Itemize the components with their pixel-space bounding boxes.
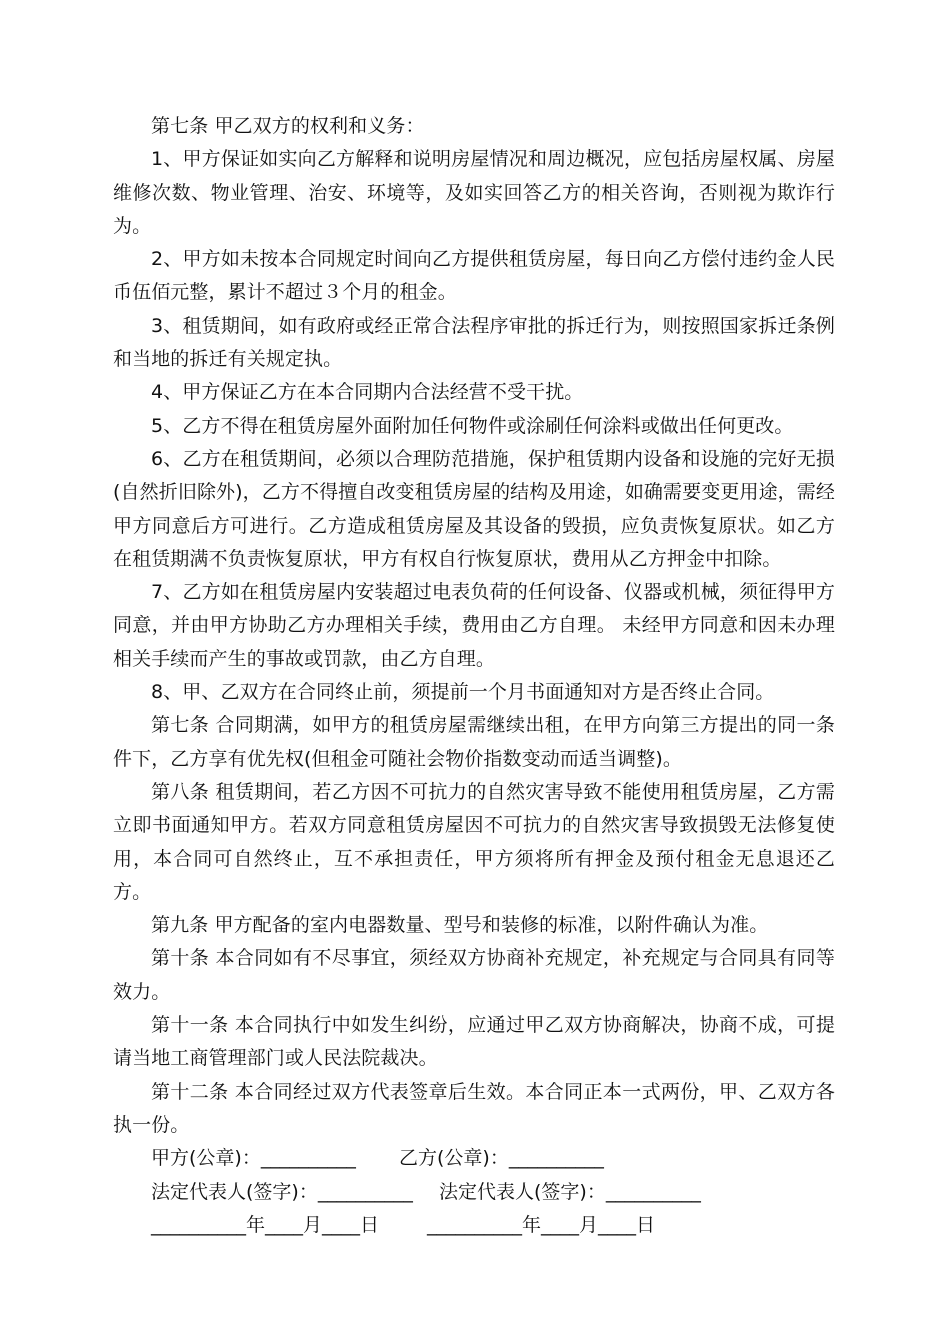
clause-8: 8、甲、乙双方在合同终止前，须提前一个月书面通知对方是否终止合同。 bbox=[151, 681, 775, 704]
clause-4: 4、甲方保证乙方在本合同期内合法经营不受干扰。 bbox=[151, 381, 584, 404]
party-a-seal-line: 甲方(公章)：__________ bbox=[151, 1147, 356, 1170]
representative-row bbox=[113, 1176, 835, 1209]
party-a-date-line: __________年____月____日 bbox=[151, 1213, 380, 1236]
article-12: 第十二条 本合同经过双方代表签章后生效。本合同正本一式两份，甲、乙双方各执一份。 bbox=[113, 1080, 835, 1136]
clause-3: 3、租赁期间，如有政府或经正常合法程序审批的拆迁行为，则按照国家拆迁条例和当地的拆迁有关规定执。 bbox=[113, 314, 835, 371]
date-row bbox=[113, 1209, 835, 1242]
seal-row bbox=[113, 1142, 835, 1175]
party-b-seal-line: 乙方(公章)：__________ bbox=[399, 1147, 604, 1170]
party-b-date-line: __________年____月____日 bbox=[427, 1213, 656, 1236]
contract-body bbox=[113, 110, 835, 1242]
article-9: 第九条 甲方配备的室内电器数量、型号和装修的标准，以附件确认为准。 bbox=[151, 914, 769, 937]
party-b-rep-line: 法定代表人(签字)：__________ bbox=[439, 1180, 701, 1203]
clause-7: 7、乙方如在租赁房屋内安装超过电表负荷的任何设备、仪器或机械，须征得甲方同意，并由甲方协助乙方办理相关手续，费用由乙方自理。 未经甲方同意和因未办理相关手续而产生的事故或罚款，由乙方自理。 bbox=[113, 581, 835, 670]
party-a-rep-line: 法定代表人(签字)：__________ bbox=[151, 1180, 413, 1203]
clause-1: 1、甲方保证如实向乙方解释和说明房屋情况和周边概况，应包括房屋权属、房屋维修次数、物业管理、治安、环境等，及如实回答乙方的相关咨询，否则视为欺诈行为。 bbox=[113, 148, 835, 237]
article-10: 第十条 本合同如有不尽事宜，须经双方协商补充规定，补充规定与合同具有同等效力。 bbox=[113, 947, 835, 1003]
clause-5: 5、乙方不得在租赁房屋外面附加任何物件或涂刷任何涂料或做出任何更改。 bbox=[151, 414, 794, 437]
clause-6: 6、乙方在租赁期间，必须以合理防范措施，保护租赁期内设备和设施的完好无损(自然折旧除外)，乙方不得擅自改变租赁房屋的结构及用途，如确需要变更用途，需经甲方同意后方可进行。乙方造成租赁房屋及其设备的毁损，应负责恢复原状。如乙方在租赁期满不负责恢复原状，甲方有权自行恢复原状，费用从乙方押金中扣除。 bbox=[113, 447, 835, 570]
article-8: 第八条 租赁期间，若乙方因不可抗力的自然灾害导致不能使用租赁房屋，乙方需立即书面通知甲方。若双方同意租赁房屋因不可抗力的自然灾害导致损毁无法修复使用，本合同可自然终止，互不承担责任，甲方须将所有押金及预付租金无息退还乙方。 bbox=[113, 780, 835, 903]
clause-2: 2、甲方如未按本合同规定时间向乙方提供租赁房屋，每日向乙方偿付违约金人民币伍佰元整，累计不超过３个月的租金。 bbox=[113, 248, 835, 304]
article-7-renewal: 第七条 合同期满，如甲方的租赁房屋需继续出租，在甲方向第三方提出的同一条件下，乙方享有优先权(但租金可随社会物价指数变动而适当调整)。 bbox=[113, 714, 835, 770]
article-7-heading: 第七条 甲乙双方的权利和义务： bbox=[151, 115, 425, 137]
article-11: 第十一条 本合同执行中如发生纠纷，应通过甲乙双方协商解决，协商不成，可提请当地工商管理部门或人民法院裁决。 bbox=[113, 1014, 835, 1070]
